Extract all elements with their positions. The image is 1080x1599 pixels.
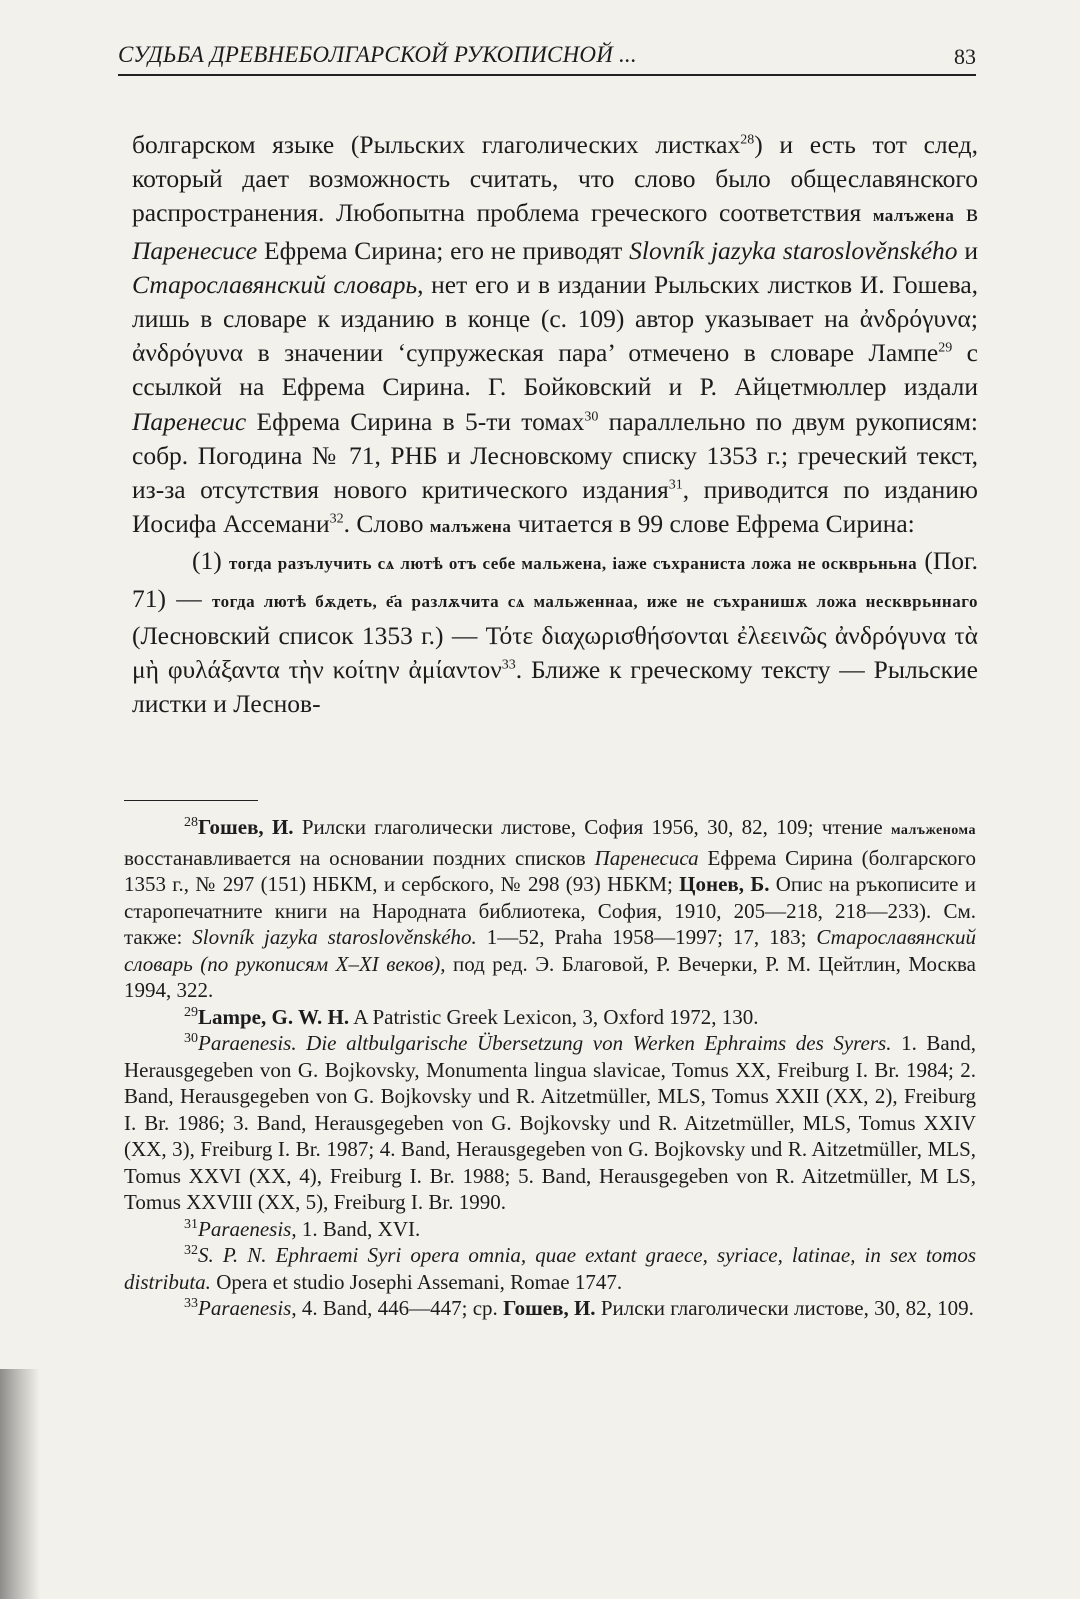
footnote-author: Гошев, И. [503,1296,596,1320]
footnote-ref-33[interactable]: 33 [501,657,516,673]
text-run: Опис на ръкописите и старопечатните книги на Народната библиотека, София, 1910, 205—218, 218—233). См. также: [124,872,976,949]
text-run: (Лесновский список 1353 г.) — Τότε διαχωρισθήσονται ἐλεεινῶς ἀνδρόγυνα τὰ μὴ φυλάξαντα τὴν κοίτην ἀμίαντον [132,620,978,685]
main-text [132,128,978,721]
text-run: под ред. Э. Благовой, Р. Вечерки, Р. М. Цейтлин, Москва 1994, 322. [124,951,976,1002]
page-edge-shadow [0,1369,40,1599]
text-run: 1—52, Praha 1958—1997; 17, 183; [476,925,817,949]
italic-title: Старославянский словарь (по рукописям X–XI веков), [124,925,976,976]
italic-title: Slovník jazyka staroslověnského. [192,925,477,949]
text-run: 1. Band, Herausgegeben von G. Bojkovsky, Monumenta lingua slavicae, Tomus XX, Freiburg I. Br. 1984; 2. Band, Herausgegeben von G. Bojkovsky und R. Aitzetmüller, MLS, Tomus XXII (XX, 2), Freiburg I. Br. 1986; 3. Band, Herausgegeben von G. Bojkovsky und R. Aitzetmüller, MLS, Tomus XXIV (XX, 3), Freiburg I. Br. 1987; 4. Band, Herausgegeben von G. Bojkovsky und R. Aitzetmüller, MLS, Tomus XXVI (XX, 4), Freiburg I. Br. 1988; 5. Band, Herausgegeben von R. Aitzetmüller, M LS, Tomus XXVIII (XX, 5), Freiburg I. Br. 1990. [124,1031,976,1214]
italic-title: Paraenesis. Die altbulgarische Übersetzung von Werken Ephraims des Syrers. [198,1031,892,1055]
footnote-number: 33 [184,1296,198,1311]
example-number: (1) [192,546,230,576]
text-run: . Слово [343,509,430,539]
old-slavonic-quote: тогда лютѣ бѫдеть, е҃а разлѫчита сѧ мальженнаа, иже не съхранишѫ ложа нескврьннаго [212,591,978,611]
text-run: с ссылкой на Ефрема Сирина. Г. Бойковский и Р. Айцетмюллер издали [132,338,978,402]
footnote-number: 28 [184,815,198,830]
text-run: (Пог. 71) — [132,546,978,613]
text-run: ) и есть тот след, который дает возможность считать, что слово было общеславянского распространения. Любопытна проблема греческого соответствия [132,130,978,228]
paragraph-1 [132,128,978,544]
text-run: Opera et studio Josephi Assemani, Romae 1747. [210,1269,623,1294]
footnote-number: 29 [184,1004,198,1020]
page-number: 83 [954,44,976,69]
italic-title: Paraenesis [198,1296,292,1320]
text-run: Рилски глаголически листове, София 1956, 30, 82, 109; чтение [293,815,891,839]
footnote-author: Гошев, И. [198,815,294,839]
text-run: , 4. Band, 446—447; ср. [291,1296,504,1320]
footnote-28 [124,814,976,1004]
paragraph-2-example [132,544,978,721]
old-slavonic-word: малъженома [890,823,976,838]
text-run: параллельно по двум рукописям: собр. Погодина № 71, РНБ и Лесновскому списку 1353 г.; греческий текст, из-за отсутствия нового критического издания [132,406,979,505]
footnote-number: 32 [184,1243,198,1258]
footnote-29 [124,1004,976,1031]
text-run: Ефрема Сирина в 5-ти томах [246,406,585,436]
italic-title: Старославянский словарь [132,269,418,299]
italic-title: S. P. N. Ephraemi Syri opera omnia, quae extant graece, syriace, latinae, in sex tomos distributa. [124,1243,976,1294]
footnote-30 [124,1030,976,1216]
footnote-separator [124,800,258,801]
text-run: A Patristic Greek Lexicon, 3, Oxford 1972, 130. [349,1004,759,1029]
footnotes [124,814,976,1322]
italic-title: Paraenesis [198,1216,292,1241]
footnote-number: 31 [184,1216,198,1232]
footnote-33 [124,1295,976,1322]
text-run: Рилски глаголически листове, 30, 82, 109. [595,1296,974,1320]
old-slavonic-quote: тогда разълучить сѧ лютѣ отъ себе мальжена, іаже съхранистa ложа не оскврьньна [229,554,918,574]
text-run: в [954,198,978,228]
text-run: читается в 99 слове Ефрема Сирина: [511,509,915,539]
footnote-author: Lampe, G. W. H. [198,1004,350,1029]
italic-title: Паренесис [132,406,247,436]
running-title: СУДЬБА ДРЕВНЕБОЛГАРСКОЙ РУКОПИСНОЙ ... [118,42,637,67]
text-run: . Ближе к греческому тексту — Рыльские листки и Леснов- [132,655,978,719]
old-slavonic-word: малъжена [429,517,512,537]
text-run: и [957,235,978,265]
footnote-author: Цонев, Б. [679,872,770,896]
text-run: болгарском языке (Рыльских глаголических листках [132,130,741,159]
text-run: , 1. Band, XVI. [291,1216,421,1241]
footnote-ref-28[interactable]: 28 [740,132,755,148]
footnote-number: 30 [184,1031,198,1046]
footnote-ref-29[interactable]: 29 [938,340,953,356]
page-header [118,38,976,76]
text-run: Ефрема Сирина; его не приводят [257,235,630,265]
text-run: , нет его и в издании Рыльских листков И. Гошева, лишь в словаре к изданию в конце (с. 109) автор указывает на ἀνδρόγυνα; ἀνδρόγυνα в значении ‘супружеская пара’ отмечено в словаре Лампе [132,269,979,368]
italic-title: Паренесиса [594,845,699,870]
footnote-32 [124,1242,976,1295]
italic-title: Паренесисе [132,235,258,265]
footnote-31 [124,1216,976,1243]
old-slavonic-word: малъжена [872,206,955,226]
text-run: восстанавливается на основании поздних списков [124,845,595,870]
footnote-ref-31[interactable]: 31 [668,477,683,493]
footnote-ref-30[interactable]: 30 [584,409,599,425]
text-run: Ефрема Сирина (болгарского 1353 г., № 297 (151) НБКМ, и сербского, № 298 (93) НБКМ; [124,845,976,896]
text-run: , приводится по изданию Иосифа Ассемани [132,475,978,539]
italic-title: Slovník jazyka staroslověnského [629,235,958,265]
footnote-ref-32[interactable]: 32 [329,511,344,527]
